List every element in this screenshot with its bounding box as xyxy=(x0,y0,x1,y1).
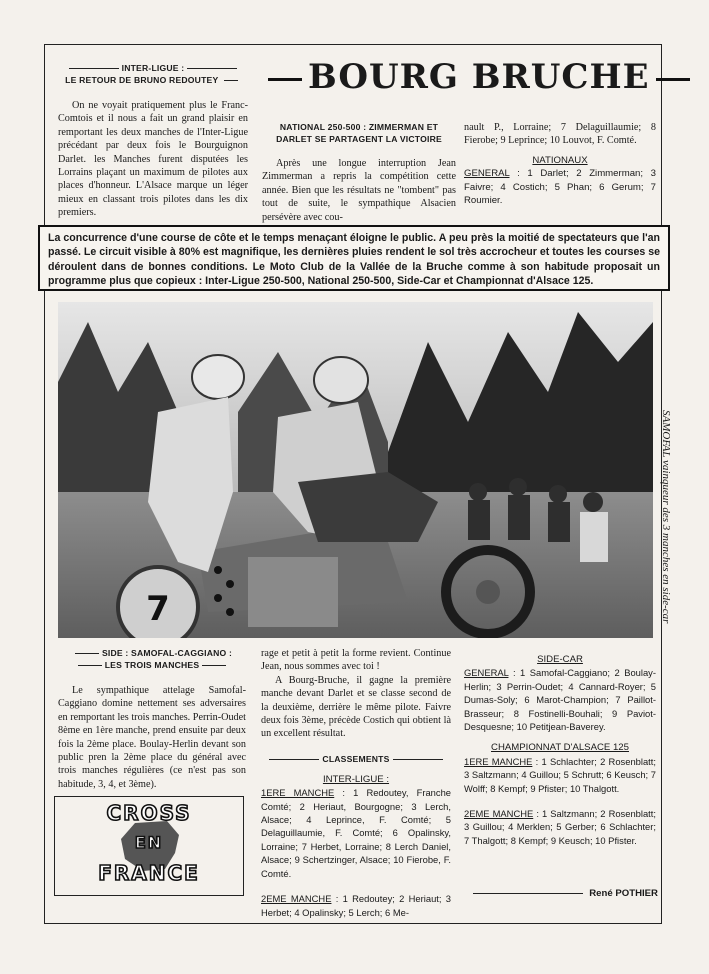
result-label: 1ERE MANCHE xyxy=(261,787,335,799)
result-text: : 1 Redoutey, Franche Comté; 2 Heriaut, Bourgogne; 3 Lerch, Alsace; 4 Leprince, F. Comté; 5 Delaguillaumie, F. Comté; 6 Opalinsky, Lorraine; 7 Herbet, Lorraine; 8 Lerch Daniel, Alsace; 9 Schertzinger, Alsace; 10 Fierobe, F. Comté. xyxy=(261,787,451,879)
section-title-nationaux: NATIONAUX xyxy=(532,154,588,166)
cross-en-france-logo xyxy=(54,796,244,896)
result-label: GENERAL xyxy=(464,667,509,679)
result-text: : 1 Saltzmann; 2 Rosenblatt; 3 Guillou; 4 Merklen; 5 Gerber; 6 Schlachter; 7 Thalgott; 8 Kempf; 9 Keusch; 10 Pfister. xyxy=(464,808,656,846)
result-label: 2EME MANCHE xyxy=(464,808,534,820)
section-subheading: LES TROIS MANCHES xyxy=(104,660,200,670)
result-text: : 1 Darlet; 2 Zimmerman; 3 Faivre; 4 Costich; 5 Phan; 6 Gerum; 7 Roumier. xyxy=(464,168,656,207)
author-signature xyxy=(468,888,658,899)
article-text: On ne voyait pratiquement plus le Franc-Comtois et il nous a fait un grand plaisir en remportant les deux manches de l'Inter-Ligue précédant par deux fois le Bourguignon Darlet. les Manches furent disputées les Lorrains plaçant un maximum de pilotes aux places d'honneur. L'Alsace marque un léger mieux en classant trois pilotes dans les dix premiers. xyxy=(58,100,248,219)
result-text: : 1 Samofal-Caggiano; 2 Boulay-Herlin; 3 Perrin-Oudet; 4 Cannard-Royer; 5 Dumas-Soly; 6 Marot-Champion; 7 Paillot-Brasseur; 8 Fostinelli-Bouhali; 9 Paviot-Desquesne; 10 Petitjean-Baverey. xyxy=(464,667,656,733)
section-title-side-car: SIDE-CAR xyxy=(537,654,583,665)
article-national xyxy=(262,121,456,224)
section-heading: NATIONAL 250-500 : ZIMMERMAN ET xyxy=(279,122,439,132)
author-name: René POTHIER xyxy=(589,888,658,899)
result-label: 2EME MANCHE xyxy=(261,893,332,905)
article-text-2: A Bourg-Bruche, il gagne la première manche devant Darlet et se classe second de la deuxième, derrière le même pilote. Faivre deux fois 3ème, précède Costich qui obtient là un excellent résultat. xyxy=(261,674,451,740)
section-title-classements: CLASSEMENTS xyxy=(322,753,390,764)
logo-word-3: FRANCE xyxy=(98,861,200,885)
section-title-championnat: CHAMPIONNAT D'ALSACE 125 xyxy=(491,742,629,754)
logo-word-2: EN xyxy=(134,833,164,852)
page-title-text: BOURG BRUCHE xyxy=(308,57,650,97)
section-subheading: LE RETOUR DE BRUNO REDOUTEY xyxy=(65,75,219,85)
section-subheading: DARLET SE PARTAGENT LA VICTOIRE xyxy=(276,134,442,144)
article-results-top xyxy=(464,121,656,207)
result-text: : 1 Schlachter; 2 Rosenblatt; 3 Saltzmann; 4 Guillou; 5 Schrutt; 6 Keusch; 7 Wolff; 8 Kempf; 9 Pfister; 10 Thalgott. xyxy=(464,755,656,794)
article-classements xyxy=(261,647,451,919)
article-text: Le sympathique attelage Samofal-Caggiano domine nettement ses adversaires en remportant les trois manches. Perrin-Oudet 8ème en 1ère manche, prend ensuite par deux fois la 2ème place. Boulay-Herlin devant son public pren la 2ème place du général avec trois manches régulières (ce n'est pas son habitude, 3, 4, et 3ème). xyxy=(58,685,246,790)
logo-word-1: CROSS xyxy=(106,801,192,825)
result-label: 1ERE MANCHE xyxy=(464,755,533,767)
sidecar-race-photo xyxy=(58,302,653,638)
article-results-bottom xyxy=(464,653,656,847)
section-heading: INTER-LIGUE : xyxy=(121,63,185,73)
section-heading: SIDE : SAMOFAL-CAGGIANO : xyxy=(101,648,233,658)
result-text: : 1 Redoutey; 2 Heriaut; 3 Herbet; 4 Opalinsky; 5 Lerch; 6 Me- xyxy=(261,893,451,918)
result-label: GENERAL xyxy=(464,168,510,180)
intro-callout: La concurrence d'une course de côte et le temps menaçant éloigne le public. A peu près la moitié de spectateurs que l'an passé. Le circuit visible à 80% est magnifique, les dernières pluies rendent le sol très accrocheur et toutes les courses se déroulent dans de bonnes conditions. Le Moto Club de la Vallée de la Bruche comme à son habitude proposait un programme plus que copieux : Inter-Ligue 250-500, National 250-500, Side-Car et Championnat d'Alsace 125. xyxy=(38,225,670,291)
page-title xyxy=(262,55,657,99)
article-text: Après une longue interruption Jean Zimmerman a repris la compétition cette année. Bien que les résultats ne "tombent" pas tout de suite, le sympathique Alsacien persévère avec cou- xyxy=(262,158,456,223)
article-inter-ligue xyxy=(58,62,248,220)
article-side xyxy=(58,647,246,791)
race-photo xyxy=(58,302,653,638)
photo-caption: SAMOFAL vainqueur des 3 manches en side-car xyxy=(660,410,672,624)
section-title-inter-ligue: INTER-LIGUE : xyxy=(322,773,390,785)
article-text: nault P., Lorraine; 7 Delaguillaumie; 8 Fierobe; 9 Leprince; 10 Louvot, F. Comté. xyxy=(464,122,656,147)
article-text: rage et petit à petit la forme revient. Continue Jean, nous sommes avec toi ! xyxy=(261,648,451,673)
sidecar-number: 7 xyxy=(146,589,170,629)
